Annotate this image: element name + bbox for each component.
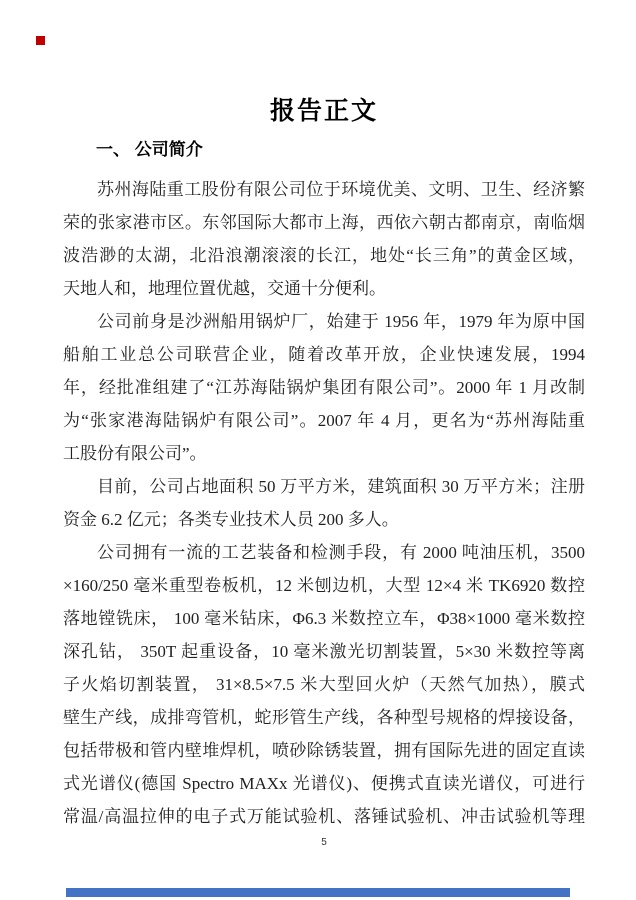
body-text-line: 波浩渺的太湖，北沿浪潮滚滚的长江，地处“长三角”的黄金区域，	[63, 246, 585, 265]
body-text-line: 天地人和，地理位置优越，交通十分便利。	[63, 279, 386, 298]
body-text-line: 目前，公司占地面积 50 万平方米，建筑面积 30 万平方米；注册	[97, 477, 585, 496]
body-text-line: 深孔钻， 350T 起重设备，10 毫米激光切割装置，5×30 米数控等离	[63, 642, 585, 661]
bottom-bar	[66, 888, 570, 897]
body-text-line: 资金 6.2 亿元；各类专业技术人员 200 多人。	[63, 510, 399, 529]
body-text-line: 常温/高温拉伸的电子式万能试验机、落锤试验机、冲击试验机等理	[63, 807, 585, 826]
body-text	[63, 173, 585, 833]
body-text-line: 公司拥有一流的工艺装备和检测手段，有 2000 吨油压机，3500	[97, 543, 585, 562]
section-heading: 一、 公司简介	[96, 140, 203, 159]
body-text-line: 落地镗铣床， 100 毫米钻床，Φ6.3 米数控立车，Φ38×1000 毫米数控	[63, 609, 585, 628]
page-number: 5	[321, 837, 327, 848]
body-text-line: 年，经批准组建了“江苏海陆锅炉集团有限公司”。2000 年 1 月改制	[63, 378, 585, 397]
body-text-line: 为“张家港海陆锅炉有限公司”。2007 年 4 月，更名为“苏州海陆重	[63, 411, 585, 430]
body-text-line: 工股份有限公司”。	[63, 444, 207, 463]
body-text-line: 子火焰切割装置， 31×8.5×7.5 米大型回火炉（天然气加热），膜式	[63, 675, 585, 694]
page-title: 报告正文	[269, 97, 378, 125]
body-text-line: 壁生产线，成排弯管机，蛇形管生产线，各种型号规格的焊接设备，	[63, 708, 585, 727]
body-text-line: 荣的张家港市区。东邻国际大都市上海，西依六朝古都南京，南临烟	[63, 213, 585, 232]
red-marker	[36, 36, 45, 45]
body-text-line: 包括带极和管内壁堆焊机，喷砂除锈装置，拥有国际先进的固定直读	[63, 741, 585, 760]
body-text-line: 船舶工业总公司联营企业，随着改革开放，企业快速发展，1994	[63, 345, 585, 364]
body-text-line: 公司前身是沙洲船用锅炉厂，始建于 1956 年，1979 年为原中国	[97, 312, 585, 331]
body-text-line: 式光谱仪(德国 Spectro MAXx 光谱仪)、便携式直读光谱仪，可进行	[63, 774, 585, 793]
body-text-line: ×160/250 毫米重型卷板机，12 米刨边机，大型 12×4 米 TK6920 数控	[63, 576, 585, 595]
body-text-line: 苏州海陆重工股份有限公司位于环境优美、文明、卫生、经济繁	[97, 180, 585, 199]
document-content	[63, 0, 585, 849]
